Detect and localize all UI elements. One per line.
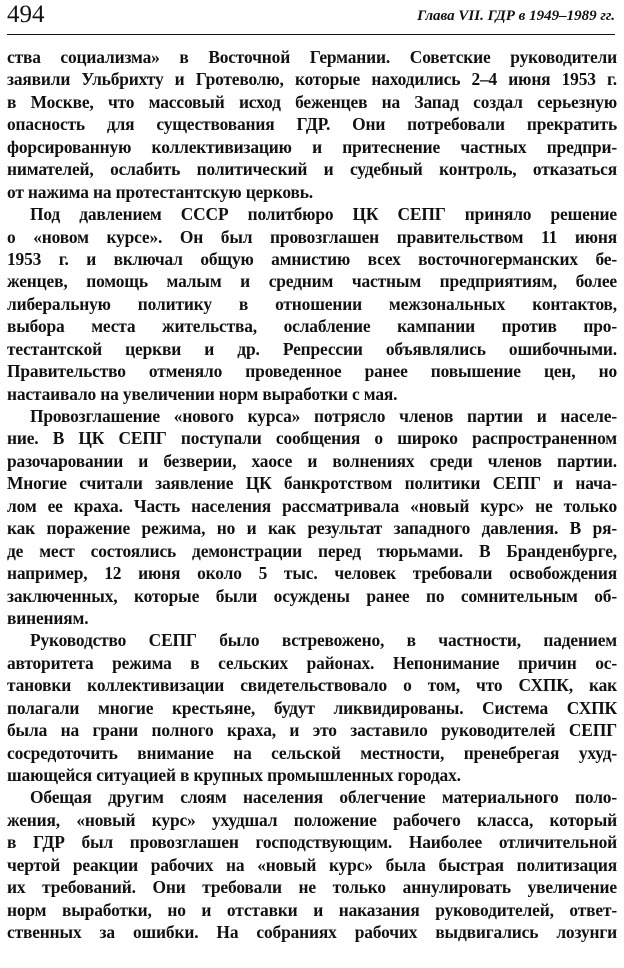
text-line: настаивало на увеличении норм выработки с мая.	[7, 383, 398, 404]
text-line: нимателей, ослабить политический и судебный контроль, отказаться	[7, 159, 617, 180]
text-line: шающейся ситуацией в крупных промышленных городах.	[7, 765, 461, 785]
text-line: опасность для существования ГДР. Они потребовали прекратить	[7, 114, 617, 135]
text-line: Обещая другим слоям населения облегчение материального поло-	[30, 787, 617, 808]
text-line: Руководство СЕПГ было встревожено, в частности, падением	[30, 630, 617, 651]
text-line: винениям.	[7, 607, 89, 628]
text-line: сосредоточить внимание на сельской местности, пренебрегая ухуд-	[7, 742, 617, 763]
text-line: ние. В ЦК СЕПГ поступали сообщения о широко распространенном	[7, 428, 617, 449]
text-line: была на грани полного краха, и это заставило руководителей СЕПГ	[7, 720, 617, 741]
text-line: тановки коллективизации свидетельствовало о том, что СХПК, как	[7, 675, 617, 696]
text-line: либеральную политику в отношении межзональных контактов,	[7, 293, 617, 314]
text-line: заявили Ульбрихту и Гротеволю, которые находились 2–4 июня 1953 г.	[7, 69, 617, 90]
text-line: лом ее краха. Часть населения рассматривала «новый курс» не только	[7, 495, 617, 516]
text-line: де мест состоялись демонстрации перед тюрьмами. В Бранденбурге,	[7, 540, 617, 561]
paragraph	[7, 405, 617, 629]
page-number: 494	[7, 1, 45, 28]
paragraph	[7, 786, 617, 943]
paragraph	[7, 629, 617, 786]
text-line: женцев, помощь малым и средним частным предприятиям, более	[7, 271, 617, 292]
text-line: форсированную коллективизацию и притеснение частных предпри-	[7, 136, 617, 157]
text-line: от нажима на протестантскую церковь.	[7, 181, 313, 202]
text-line: например, 12 июня около 5 тыс. человек требовали освобождения	[7, 563, 617, 584]
text-line: разочаровании и безверии, хаосе и волнениях среди членов партии.	[7, 450, 617, 471]
text-line: о «новом курсе». Он был провозглашен правительством 11 июня	[7, 226, 617, 247]
text-line: Под давлением СССР политбюро ЦК СЕПГ приняло решение	[30, 204, 617, 225]
paragraph	[7, 203, 617, 405]
text-line: заключенных, которые были осуждены ранее по сомнительным об-	[7, 585, 617, 606]
text-line: жения, «новый курс» ухудшал положение рабочего класса, который	[7, 809, 617, 830]
paragraph	[7, 46, 617, 203]
text-line: норм выработки, но и отставки и наказания руководителей, ответ-	[7, 899, 617, 920]
text-line: Провозглашение «нового курса» потрясло членов партии и населе-	[30, 406, 617, 426]
text-line: чертой реакции рабочих на «новый курс» была быстрая политизация	[7, 854, 617, 875]
text-line: Многие считали заявление ЦК банкротством политики СЕПГ и нача-	[7, 473, 617, 494]
text-line: 1953 г. и включал общую амнистию всех восточногерманских бе-	[7, 248, 617, 269]
text-line: тестантской церкви и др. Репрессии объявлялись ошибочными.	[7, 338, 617, 359]
body-text	[7, 35, 617, 944]
text-line: авторитета режима в сельских районах. Непонимание причин ос-	[7, 652, 617, 673]
text-line: ственных за ошибки. На собраниях рабочих выдвигались лозунги	[7, 922, 617, 943]
text-line: в ГДР был провозглашен господствующим. Наиболее отличительной	[7, 832, 617, 853]
text-line: Правительство отменяло проведенное ранее повышение цен, но	[7, 361, 617, 382]
running-head: Глава VII. ГДР в 1949–1989 гг.	[417, 8, 615, 24]
text-line: ства социализма» в Восточной Германии. Советские руководители	[7, 47, 617, 67]
text-line: полагали многие крестьяне, будут ликвидированы. Система СХПК	[7, 697, 617, 718]
text-line: как поражение режима, но и как результат западного давления. В ря-	[7, 518, 617, 539]
text-line: выбора места жительства, ослабление кампании против про-	[7, 316, 617, 337]
text-line: их требований. Они требовали не только аннулировать увеличение	[7, 877, 617, 898]
text-line: в Москве, что массовый исход беженцев на Запад создал серьезную	[7, 91, 617, 112]
page-header	[7, 0, 615, 35]
